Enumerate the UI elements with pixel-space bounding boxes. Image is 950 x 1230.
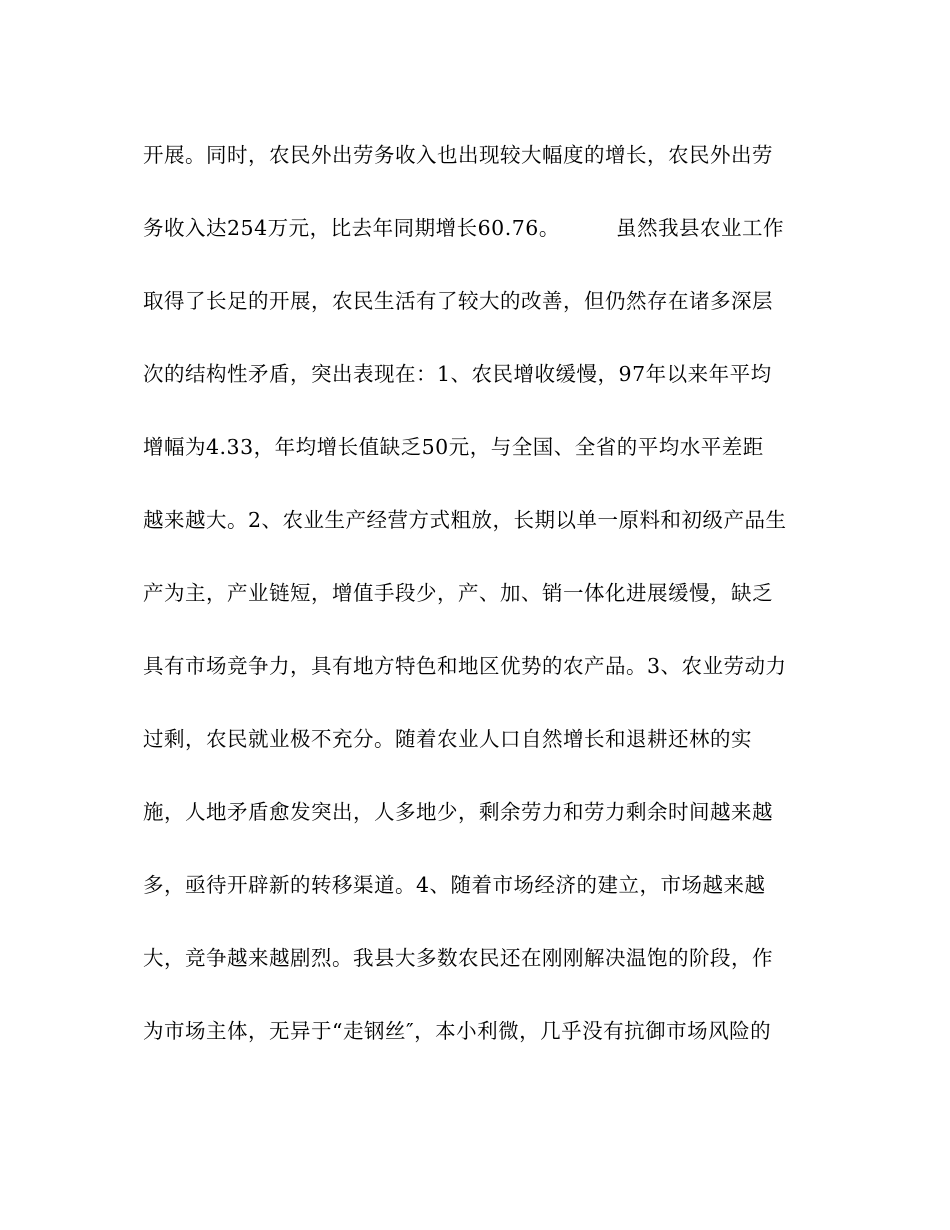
text-line: 具有市场竞争力，具有地方特色和地区优势的农产品。3、农业劳动力 <box>143 654 787 678</box>
text-line: 务收入达254万元，比去年同期增长60.76。 虽然我县农业工作 <box>143 216 784 240</box>
text-line: 过剩，农民就业极不充分。随着农业人口自然增长和退耕还林的实 <box>143 727 752 751</box>
text-line: 取得了长足的开展，农民生活有了较大的改善，但仍然存在诸多深层 <box>143 289 773 313</box>
text-line: 开展。同时，农民外出劳务收入也出现较大幅度的增长，农民外出劳 <box>143 143 773 167</box>
text-line: 次的结构性矛盾，突出表现在：1、农民增收缓慢，97年以来年平均 <box>143 362 772 386</box>
body-text <box>143 130 823 1079</box>
text-line: 为市场主体，无异于“走钢丝″，本小利微，几乎没有抗御市场风险的 <box>143 1019 772 1043</box>
text-line: 产为主，产业链短，增值手段少，产、加、销一体化进展缓慢，缺乏 <box>143 581 773 605</box>
text-line: 施，人地矛盾愈发突出，人多地少，剩余劳力和劳力剩余时间越来越 <box>143 800 773 824</box>
text-line: 增幅为4.33，年均增长值缺乏50元，与全国、全省的平均水平差距 <box>143 435 764 459</box>
text-line: 多，亟待开辟新的转移渠道。4、随着市场经济的建立，市场越来越 <box>143 873 766 897</box>
text-line: 越来越大。2、农业生产经营方式粗放，长期以单一原料和初级产品生 <box>143 508 787 532</box>
text-line: 大，竞争越来越剧烈。我县大多数农民还在刚刚解决温饱的阶段，作 <box>143 946 773 970</box>
